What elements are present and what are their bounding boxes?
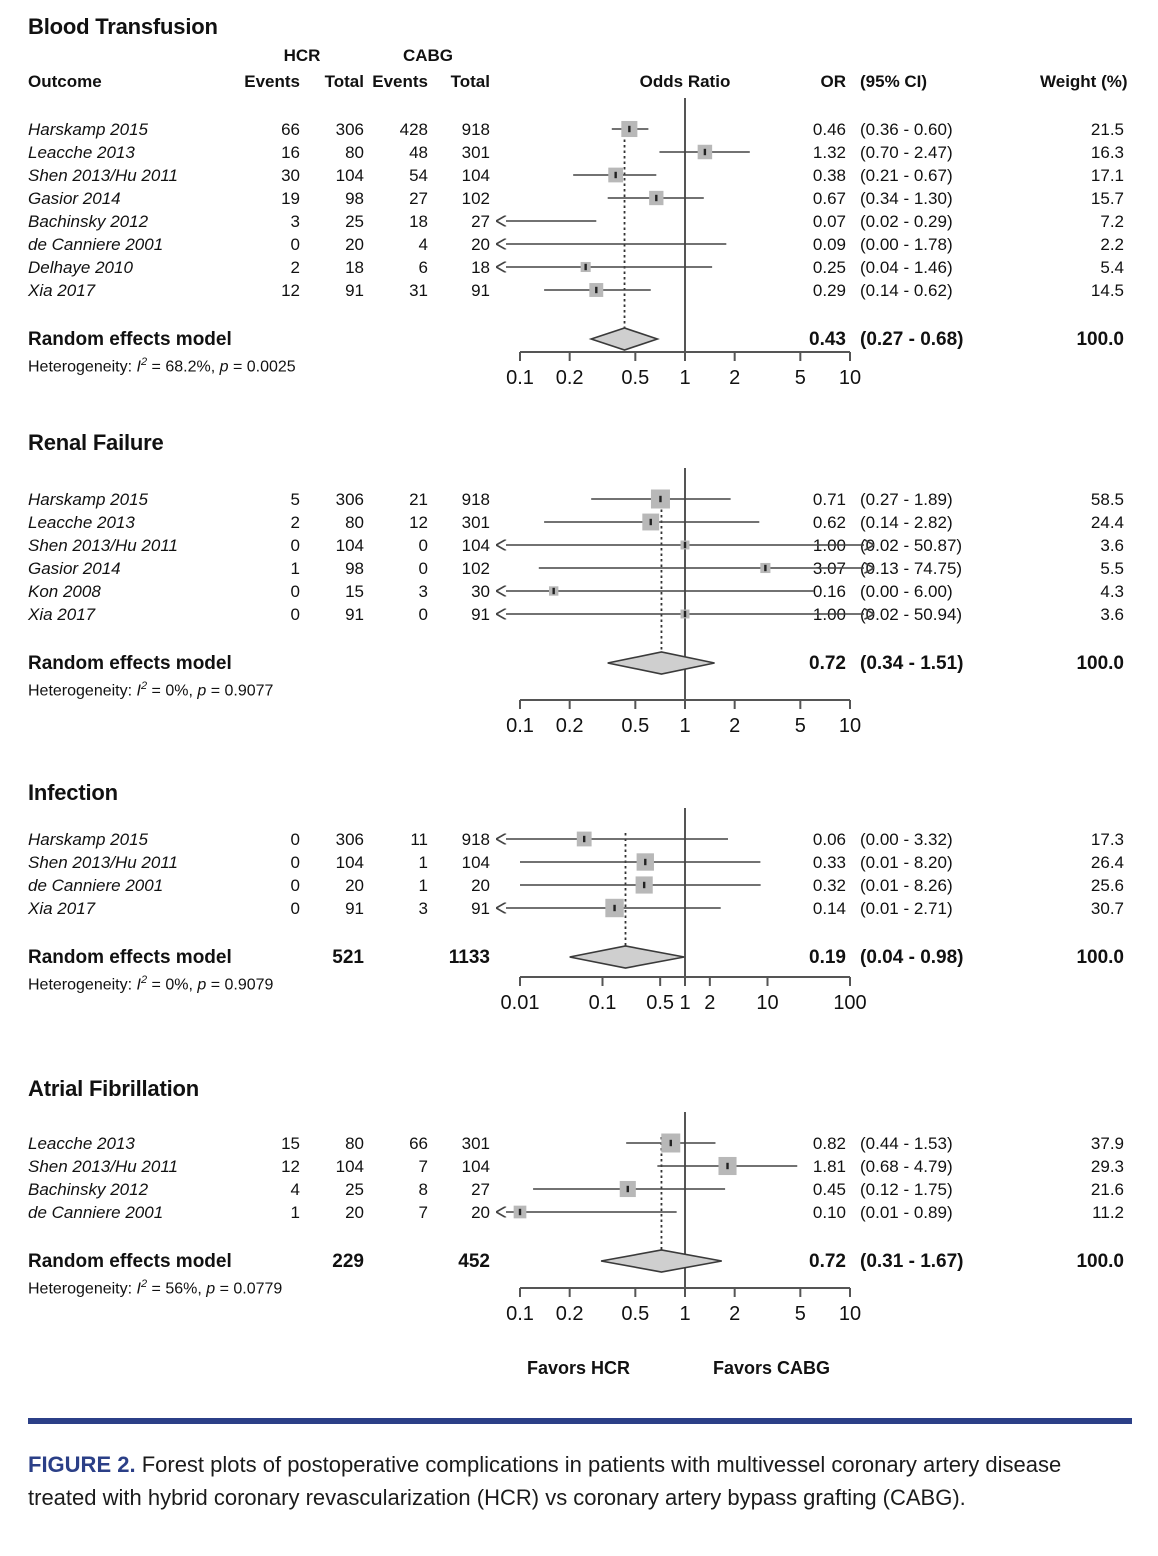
study-label: Harskamp 2015 (28, 490, 149, 509)
weight-value: 15.7 (1090, 189, 1124, 208)
hcr-total: 91 (345, 899, 364, 918)
axis-tick-label: 10 (838, 1303, 862, 1325)
cabg-total: 918 (461, 120, 490, 139)
or-value: 0.82 (812, 1134, 846, 1153)
axis-tick-label: 10 (838, 367, 862, 389)
weight-value: 5.4 (1100, 258, 1124, 277)
hcr-total: 80 (345, 143, 364, 162)
heterogeneity-text: Heterogeneity: $I^2 = 68.2\%$, p = 0.0025 (28, 356, 296, 376)
weight-value: 21.6 (1090, 1180, 1124, 1199)
hcr-total: 98 (345, 189, 364, 208)
axis-tick-label: 100 (833, 992, 867, 1014)
ci-value: (0.36 - 0.60) (860, 120, 953, 139)
ci-value: (0.13 - 74.75) (860, 559, 963, 578)
forest-plot-graphic (0, 806, 1158, 1023)
hcr-events: 2 (290, 513, 300, 532)
forest-plot-graphic (0, 1110, 1158, 1334)
ci-value: (0.34 - 1.30) (860, 189, 953, 208)
summary-ci: (0.34 - 1.51) (860, 653, 964, 674)
cabg-events: 1 (418, 876, 428, 895)
hcr-total: 80 (345, 1134, 364, 1153)
weight-value: 16.3 (1090, 143, 1124, 162)
study-label: Leacche 2013 (28, 143, 135, 162)
summary-hcr-total: 229 (332, 1251, 364, 1272)
hcr-total: 306 (335, 490, 364, 509)
hcr-events: 0 (290, 830, 300, 849)
header-events-hcr: Events (244, 72, 300, 91)
cabg-total: 104 (461, 536, 490, 555)
study-label: Xia 2017 (28, 281, 96, 300)
figure-number: FIGURE 2. (28, 1452, 136, 1477)
hcr-total: 104 (335, 853, 364, 872)
or-value: 0.10 (812, 1203, 846, 1222)
or-value: 0.06 (812, 830, 846, 849)
ci-value: (0.02 - 50.94) (860, 605, 963, 624)
hcr-total: 104 (335, 1157, 364, 1176)
or-value: 1.00 (812, 605, 846, 624)
weight-value: 14.5 (1090, 281, 1124, 300)
cabg-events: 11 (410, 830, 428, 849)
weight-value: 2.2 (1100, 235, 1124, 254)
panel-title: Blood Transfusion (28, 14, 218, 39)
ci-value: (0.02 - 0.29) (860, 212, 953, 231)
or-value: 0.14 (812, 899, 846, 918)
cabg-events: 7 (418, 1203, 428, 1222)
hcr-total: 25 (345, 212, 364, 231)
axis-tick-label: 0.1 (588, 992, 617, 1014)
summary-weight: 100.0 (1076, 653, 1124, 674)
hcr-events: 3 (290, 212, 300, 231)
ci-value: (0.70 - 2.47) (860, 143, 953, 162)
cabg-total: 20 (471, 1203, 490, 1222)
or-value: 0.38 (812, 166, 846, 185)
header-group-hcr: HCR (283, 46, 321, 65)
weight-value: 30.7 (1090, 899, 1124, 918)
summary-cabg-total: 452 (458, 1251, 490, 1272)
hcr-events: 66 (281, 120, 300, 139)
summary-or: 0.72 (809, 1251, 846, 1272)
cabg-total: 104 (461, 853, 490, 872)
panel-title: Renal Failure (28, 430, 164, 455)
weight-value: 17.1 (1090, 166, 1124, 185)
cabg-total: 20 (471, 876, 490, 895)
ci-value: (0.12 - 1.75) (860, 1180, 953, 1199)
ci-value: (0.01 - 8.20) (860, 853, 953, 872)
ci-value: (0.02 - 50.87) (860, 536, 963, 555)
hcr-events: 0 (290, 876, 300, 895)
cabg-total: 27 (471, 212, 490, 231)
study-label: Shen 2013/Hu 2011 (28, 1157, 178, 1176)
hcr-total: 91 (345, 281, 364, 300)
hcr-events: 15 (281, 1134, 300, 1153)
cabg-events: 428 (399, 120, 428, 139)
ci-value: (0.04 - 1.46) (860, 258, 953, 277)
summary-weight: 100.0 (1076, 1251, 1124, 1272)
study-label: Bachinsky 2012 (28, 212, 149, 231)
study-label: Xia 2017 (28, 605, 96, 624)
heterogeneity-text: Heterogeneity: $I^2 = 56\%$, p = 0.0779 (28, 1278, 283, 1298)
hcr-events: 0 (290, 853, 300, 872)
summary-ci: (0.04 - 0.98) (860, 947, 964, 968)
header-group-cabg: CABG (402, 46, 454, 65)
cabg-total: 18 (471, 258, 490, 277)
header-total-cabg: Total (450, 72, 490, 91)
hcr-total: 104 (335, 536, 364, 555)
hcr-total: 20 (345, 1203, 364, 1222)
weight-value: 4.3 (1100, 582, 1124, 601)
header-or: OR (820, 72, 846, 91)
hcr-total: 80 (345, 513, 364, 532)
hcr-events: 4 (290, 1180, 300, 1199)
study-label: Gasior 2014 (28, 189, 121, 208)
cabg-events: 1 (418, 853, 428, 872)
header-ci: (95% CI) (860, 72, 928, 91)
cabg-events: 6 (418, 258, 428, 277)
hcr-events: 12 (281, 281, 300, 300)
cabg-total: 102 (461, 189, 490, 208)
hcr-total: 306 (335, 830, 364, 849)
axis-tick-label: 1 (679, 715, 691, 737)
cabg-events: 0 (418, 559, 428, 578)
study-label: Harskamp 2015 (28, 830, 149, 849)
cabg-events: 0 (418, 605, 428, 624)
or-value: 0.29 (812, 281, 846, 300)
study-label: Shen 2013/Hu 2011 (28, 853, 178, 872)
or-value: 0.67 (812, 189, 846, 208)
hcr-events: 1 (290, 559, 300, 578)
cabg-total: 102 (461, 559, 490, 578)
hcr-total: 15 (345, 582, 364, 601)
cabg-events: 4 (418, 235, 428, 254)
caption-rule (28, 1418, 1132, 1424)
axis-tick-label: 5 (794, 1303, 806, 1325)
hcr-total: 306 (335, 120, 364, 139)
cabg-events: 12 (409, 513, 428, 532)
weight-value: 5.5 (1100, 559, 1124, 578)
ci-value: (0.00 - 1.78) (860, 235, 953, 254)
axis-tick-label: 0.2 (555, 1303, 584, 1325)
study-label: Leacche 2013 (28, 513, 135, 532)
hcr-total: 25 (345, 1180, 364, 1199)
hcr-events: 0 (290, 899, 300, 918)
ci-value: (0.14 - 0.62) (860, 281, 953, 300)
or-value: 0.07 (812, 212, 846, 231)
cabg-total: 918 (461, 830, 490, 849)
cabg-events: 21 (409, 490, 428, 509)
hcr-total: 20 (345, 876, 364, 895)
cabg-total: 20 (471, 235, 490, 254)
study-label: Harskamp 2015 (28, 120, 149, 139)
summary-hcr-total: 521 (332, 947, 364, 968)
or-value: 1.32 (812, 143, 846, 162)
or-value: 0.16 (812, 582, 846, 601)
header-total-hcr: Total (324, 72, 364, 91)
ci-value: (0.14 - 2.82) (860, 513, 953, 532)
or-value: 1.81 (812, 1157, 846, 1176)
or-value: 0.33 (812, 853, 846, 872)
summary-label: Random effects model (28, 653, 232, 674)
weight-value: 29.3 (1090, 1157, 1124, 1176)
weight-value: 3.6 (1100, 605, 1124, 624)
cabg-events: 54 (409, 166, 428, 185)
cabg-total: 301 (461, 143, 490, 162)
or-value: 0.62 (812, 513, 846, 532)
weight-value: 26.4 (1090, 853, 1124, 872)
favors-cabg-label: Favors CABG (713, 1358, 831, 1378)
axis-tick-label: 0.1 (506, 1303, 534, 1325)
hcr-total: 20 (345, 235, 364, 254)
summary-label: Random effects model (28, 1251, 232, 1272)
cabg-events: 31 (409, 281, 428, 300)
ci-value: (0.01 - 0.89) (860, 1203, 953, 1222)
header-events-cabg: Events (372, 72, 428, 91)
header-weight: Weight (%) (1040, 72, 1128, 91)
header-outcome: Outcome (28, 72, 102, 91)
cabg-events: 8 (418, 1180, 428, 1199)
axis-tick-label: 2 (704, 992, 716, 1014)
summary-weight: 100.0 (1076, 947, 1124, 968)
study-label: Kon 2008 (28, 582, 101, 601)
or-value: 0.46 (812, 120, 846, 139)
weight-value: 58.5 (1090, 490, 1124, 509)
ci-value: (0.00 - 3.32) (860, 830, 953, 849)
summary-weight: 100.0 (1076, 329, 1124, 350)
axis-tick-label: 0.5 (621, 715, 650, 737)
hcr-events: 5 (290, 490, 300, 509)
summary-cabg-total: 1133 (448, 947, 490, 968)
ci-value: (0.27 - 1.89) (860, 490, 953, 509)
or-value: 0.25 (812, 258, 846, 277)
axis-tick-label: 1 (679, 1303, 691, 1325)
figure-caption (28, 1448, 1132, 1514)
axis-tick-label: 1 (679, 367, 691, 389)
figure-caption-text: Forest plots of postoperative complications in patients with multivessel coronary artery disease treated with hybrid coronary revascularization (HCR) vs coronary artery bypass grafting (CABG). (28, 1452, 1062, 1510)
or-value: 0.09 (812, 235, 846, 254)
cabg-total: 918 (461, 490, 490, 509)
axis-tick-label: 2 (729, 1303, 741, 1325)
panel-title: Infection (28, 780, 118, 805)
heterogeneity-text: Heterogeneity: $I^2 = 0\%$, p = 0.9079 (28, 974, 274, 994)
axis-tick-label: 10 (838, 715, 862, 737)
hcr-events: 2 (290, 258, 300, 277)
hcr-total: 91 (345, 605, 364, 624)
hcr-events: 19 (281, 189, 300, 208)
axis-tick-label: 0.5 (646, 992, 675, 1014)
axis-tick-label: 0.1 (506, 367, 534, 389)
study-label: Xia 2017 (28, 899, 96, 918)
hcr-events: 0 (290, 536, 300, 555)
axis-tick-label: 0.2 (555, 715, 584, 737)
study-label: de Canniere 2001 (28, 1203, 164, 1222)
summary-ci: (0.27 - 0.68) (860, 329, 964, 350)
study-label: Leacche 2013 (28, 1134, 135, 1153)
hcr-total: 104 (335, 166, 364, 185)
cabg-total: 27 (471, 1180, 490, 1199)
heterogeneity-text: Heterogeneity: $I^2 = 0\%$, p = 0.9077 (28, 680, 274, 700)
weight-value: 11.2 (1092, 1203, 1124, 1222)
cabg-total: 104 (461, 166, 490, 185)
cabg-total: 301 (461, 1134, 490, 1153)
study-label: Bachinsky 2012 (28, 1180, 149, 1199)
cabg-events: 3 (418, 582, 428, 601)
ci-value: (0.21 - 0.67) (860, 166, 953, 185)
study-label: Delhaye 2010 (28, 258, 133, 277)
favors-hcr-label: Favors HCR (527, 1358, 631, 1378)
cabg-events: 48 (409, 143, 428, 162)
cabg-events: 7 (418, 1157, 428, 1176)
hcr-total: 18 (345, 258, 364, 277)
hcr-total: 98 (345, 559, 364, 578)
cabg-events: 0 (418, 536, 428, 555)
ci-value: (0.01 - 2.71) (860, 899, 953, 918)
weight-value: 7.2 (1100, 212, 1124, 231)
summary-or: 0.19 (809, 947, 846, 968)
cabg-total: 30 (471, 582, 490, 601)
summary-or: 0.43 (809, 329, 846, 350)
weight-value: 3.6 (1100, 536, 1124, 555)
study-label: de Canniere 2001 (28, 235, 164, 254)
cabg-total: 104 (461, 1157, 490, 1176)
ci-value: (0.68 - 4.79) (860, 1157, 953, 1176)
axis-tick-label: 0.1 (506, 715, 534, 737)
or-value: 0.32 (812, 876, 846, 895)
ci-value: (0.01 - 8.26) (860, 876, 953, 895)
axis-tick-label: 5 (794, 715, 806, 737)
hcr-events: 0 (290, 235, 300, 254)
summary-label: Random effects model (28, 329, 232, 350)
study-label: Shen 2013/Hu 2011 (28, 536, 178, 555)
axis-tick-label: 10 (756, 992, 779, 1014)
header-odds-ratio: Odds Ratio (639, 72, 731, 91)
cabg-total: 91 (471, 899, 490, 918)
panel-title: Atrial Fibrillation (28, 1076, 199, 1101)
study-label: Gasior 2014 (28, 559, 121, 578)
hcr-events: 12 (281, 1157, 300, 1176)
cabg-total: 91 (471, 281, 490, 300)
hcr-events: 30 (281, 166, 300, 185)
axis-tick-label: 0.5 (621, 1303, 650, 1325)
cabg-events: 3 (418, 899, 428, 918)
cabg-total: 91 (471, 605, 490, 624)
hcr-events: 1 (290, 1203, 300, 1222)
ci-value: (0.44 - 1.53) (860, 1134, 953, 1153)
cabg-total: 301 (461, 513, 490, 532)
hcr-events: 16 (281, 143, 300, 162)
or-value: 3.07 (812, 559, 846, 578)
weight-value: 24.4 (1090, 513, 1124, 532)
ci-value: (0.00 - 6.00) (860, 582, 953, 601)
or-value: 0.71 (812, 490, 846, 509)
or-value: 0.45 (812, 1180, 846, 1199)
cabg-events: 18 (409, 212, 428, 231)
cabg-events: 66 (409, 1134, 428, 1153)
axis-tick-label: 2 (729, 367, 741, 389)
axis-tick-label: 0.01 (500, 992, 540, 1014)
weight-value: 37.9 (1090, 1134, 1124, 1153)
summary-label: Random effects model (28, 947, 232, 968)
hcr-events: 0 (290, 582, 300, 601)
cabg-events: 27 (409, 189, 428, 208)
forest-plot-graphic (0, 466, 1158, 746)
axis-tick-label: 5 (794, 367, 806, 389)
hcr-events: 0 (290, 605, 300, 624)
summary-or: 0.72 (809, 653, 846, 674)
study-label: de Canniere 2001 (28, 876, 164, 895)
forest-plot-graphic (0, 96, 1158, 398)
axis-tick-label: 0.5 (621, 367, 650, 389)
axis-tick-label: 1 (679, 992, 691, 1014)
axis-tick-label: 2 (729, 715, 741, 737)
weight-value: 21.5 (1090, 120, 1124, 139)
weight-value: 17.3 (1090, 830, 1124, 849)
summary-ci: (0.31 - 1.67) (860, 1251, 964, 1272)
weight-value: 25.6 (1090, 876, 1124, 895)
axis-tick-label: 0.2 (555, 367, 584, 389)
or-value: 1.00 (812, 536, 846, 555)
study-label: Shen 2013/Hu 2011 (28, 166, 178, 185)
